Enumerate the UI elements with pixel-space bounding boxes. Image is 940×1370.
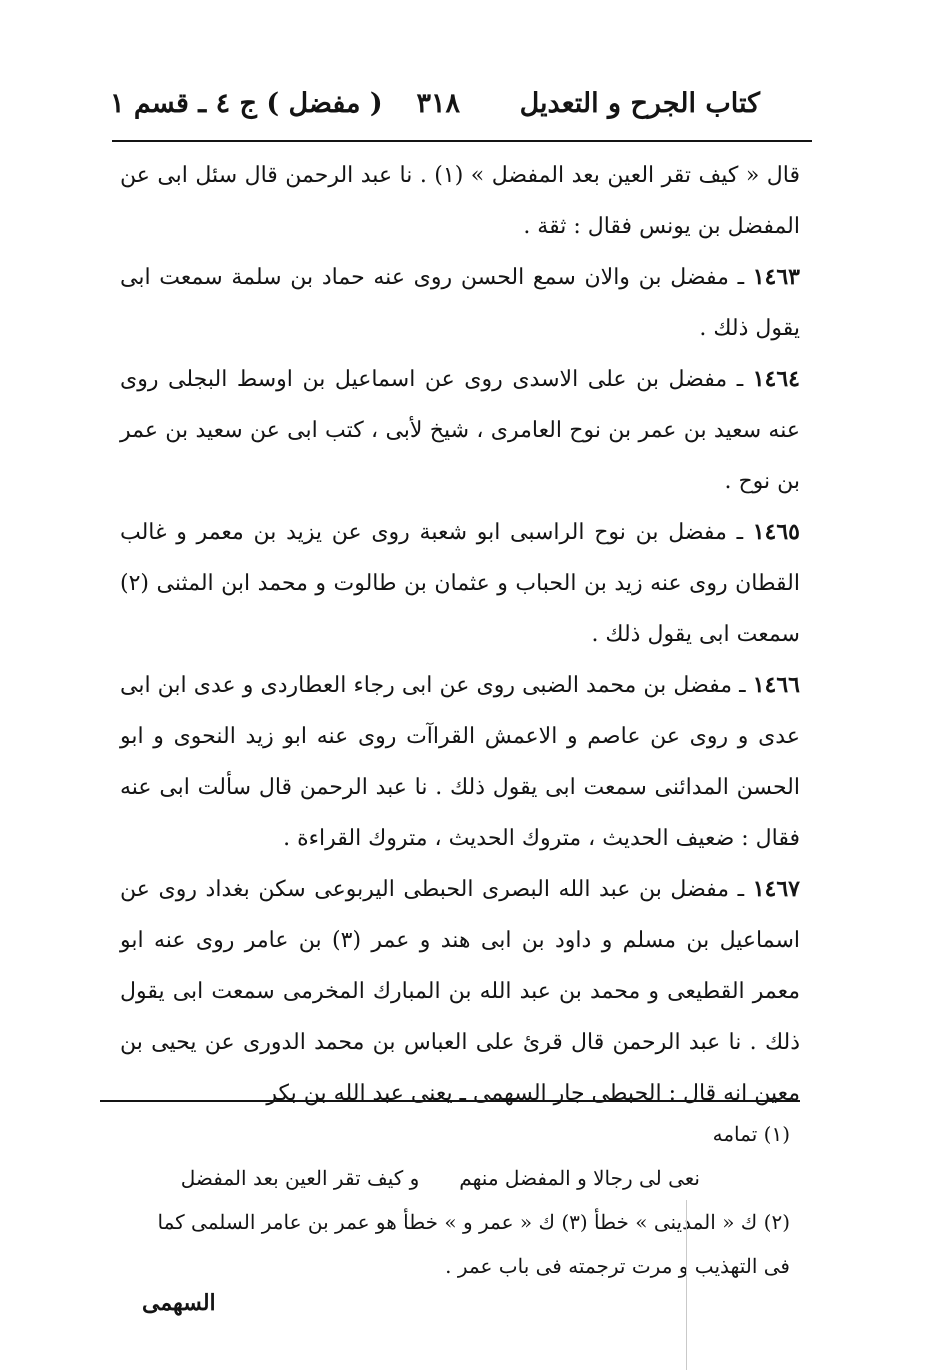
entry-number: ١٤٦٤: [752, 366, 800, 392]
entry-text: مفضل بن والان سمع الحسن روى عنه حماد بن سلمة سمعت ابى يقول ذلك .: [120, 265, 800, 341]
catchword: السهمى: [142, 1290, 216, 1316]
header-rule: [112, 140, 812, 142]
entry-number: ١٤٦٦: [752, 672, 800, 698]
entry-text: مفضل بن عبد الله البصرى الحبطى اليربوعى سكن بغداد روى عن اسماعيل بن مسلم و داود بن ابى هند و عمر (٣) بن عامر روى عنه ابو معمر القطيعى و محمد بن عبد الله بن المبارك المخرمى سمعت ابى يقول ذلك . نا عبد الرحمن قال قرئ على العباس بن محمد الدورى عن يحيى بن معين انه قال : الحبطى جار السهمى ـ يعنى عبد الله بن بكر: [120, 877, 800, 1106]
footnote-rule: [100, 1100, 800, 1102]
paragraph-continuation: [120, 150, 800, 252]
entry-text: مفضل بن محمد الضبى روى عن ابى رجاء العطاردى و عدى ابن ابى عدى و روى عن عاصم و الاعمش القراآت روى عنه ابو زيد النحوى و ابو الحسن المدائنى سمعت ابى يقول ذلك . نا عبد الرحمن قال سألت ابى عنه فقال : ضعيف الحديث ، متروك الحديث ، متروك القراءة .: [120, 673, 800, 851]
main-text: [120, 150, 800, 1119]
entry-1466: ١٤٦٦ ـ مفضل بن محمد الضبى روى عن ابى رجاء العطاردى و عدى ابن ابى عدى و روى عن عاصم و الاعمش القراآت روى عنه ابو زيد النحوى و ابو الحسن المدائنى سمعت ابى يقول ذلك . نا عبد الرحمن قال سألت ابى عنه فقال : ضعيف الحديث ، متروك الحديث ، متروك القراءة .: [120, 672, 800, 851]
entry-number: ١٤٦٣: [752, 264, 800, 290]
page-header: [110, 88, 760, 134]
entry-1464: ١٤٦٤ ـ مفضل بن على الاسدى روى عن اسماعيل بن اوسط البجلى روى عنه سعيد بن عمر بن نوح العامرى ، شيخ لأبى ، كتب ابى عن سعيد بن عمر بن نوح .: [120, 366, 800, 494]
entry-number: ١٤٦٧: [752, 876, 800, 902]
entry-text: مفضل بن على الاسدى روى عن اسماعيل بن اوسط البجلى روى عنه سعيد بن عمر بن نوح العامرى ، شيخ لأبى ، كتب ابى عن سعيد بن عمر بن نوح .: [120, 367, 800, 494]
entry-text: مفضل بن نوح الراسبى ابو شعبة روى عن يزيد بن معمر و غالب القطان روى عنه زيد بن الحباب و عثمان بن طالوت و محمد ابن المثنى (٢) سمعت ابى يقول ذلك .: [120, 520, 800, 647]
footnote-1-verse: [130, 1156, 790, 1200]
footnotes: [130, 1112, 790, 1288]
entry-number: ١٤٦٥: [752, 519, 800, 545]
entry-1467: ١٤٦٧ ـ مفضل بن عبد الله البصرى الحبطى اليربوعى سكن بغداد روى عن اسماعيل بن مسلم و داود بن ابى هند و عمر (٣) بن عامر روى عنه ابو معمر القطيعى و محمد بن عبد الله بن المبارك المخرمى سمعت ابى يقول ذلك . نا عبد الرحمن قال قرئ على العباس بن محمد الدورى عن يحيى بن معين انه قال : الحبطى جار السهمى ـ يعنى عبد الله بن بكر: [120, 876, 800, 1106]
margin-mark: [686, 1200, 687, 1370]
footnote-1-label: (١) تمامه: [712, 1122, 790, 1146]
verse-first-hemistich: نعى لى رجالا و المفضل منهم: [459, 1166, 700, 1190]
page-number: ٣١٨: [416, 88, 460, 119]
entry-1463: ١٤٦٣ ـ مفضل بن والان سمع الحسن روى عنه حماد بن سلمة سمعت ابى يقول ذلك .: [120, 264, 800, 341]
book-title: كتاب الجرح و التعديل: [519, 88, 760, 119]
entry-1465: ١٤٦٥ ـ مفضل بن نوح الراسبى ابو شعبة روى عن يزيد بن معمر و غالب القطان روى عنه زيد بن الحباب و عثمان بن طالوت و محمد ابن المثنى (٢) سمعت ابى يقول ذلك .: [120, 519, 800, 647]
section-label: ( مفضل ) ج ٤ ـ قسم ١: [110, 88, 383, 119]
footnote-2-3: (٢) ك « المدينى » خطأ (٣) ك « عمر و » خطأ هو عمر بن عامر السلمى كما فى التهذيب و مرت ترجمته فى باب عمر .: [157, 1210, 790, 1278]
paragraph-text: قال « كيف تقر العين بعد المفضل » (١) . نا عبد الرحمن قال سئل ابى عن المفضل بن يونس فقال : ثقة .: [120, 163, 800, 239]
verse-second-hemistich: و كيف تقر العين بعد المفضل: [180, 1166, 420, 1190]
